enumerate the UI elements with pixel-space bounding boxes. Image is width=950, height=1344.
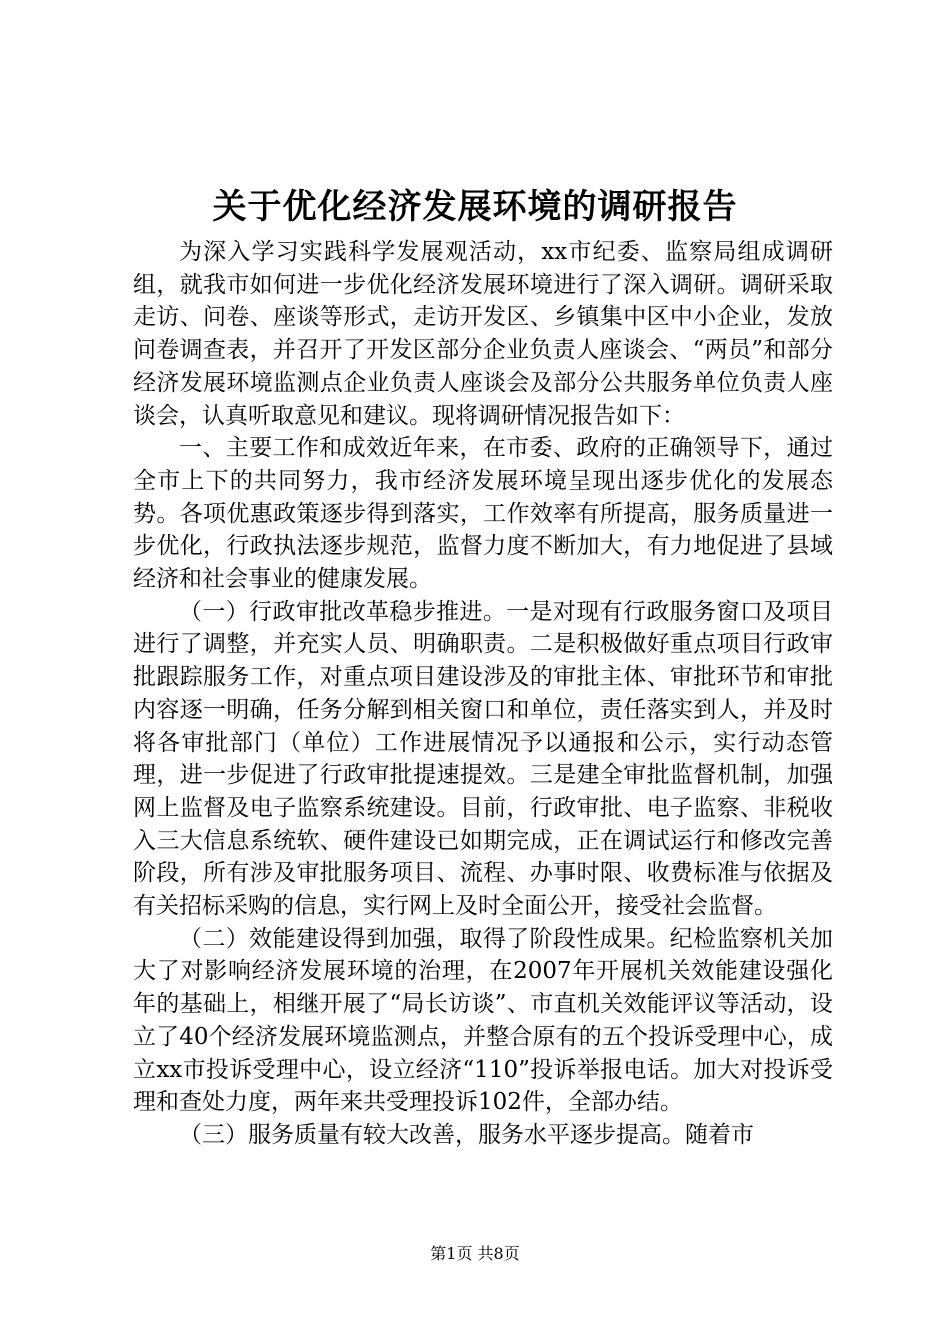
paragraph-subsection-1: （一）行政审批改革稳步推进。一是对现有行政服务窗口及项目进行了调整，并充实人员、明确职责。二是积极做好重点项目行政审批跟踪服务工作，对重点项目建设涉及的审批主体、审批环节和审批内容逐一明确，任务分解到相关窗口和单位，责任落实到人，并及时将各审批部门（单位）工作进展情况予以通报和公示，实行动态管理，进一步促进了行政审批提速提效。三是建全审批监督机制，加强网上监督及电子监察系统建设。目前，行政审批、电子监察、非税收入三大信息系统软、硬件建设已如期完成，正在调试运行和修改完善阶段，所有涉及审批服务项目、流程、办事时限、收费标准与依据及有关招标采购的信息，实行网上及时全面公开，接受社会监督。 [133, 598, 833, 920]
page-footer: 第1页 共8页 [430, 1244, 520, 1263]
paragraph-section-1: 一、主要工作和成效近年来，在市委、政府的正确领导下，通过全市上下的共同努力，我市经济发展环境呈现出逐步优化的发展态势。各项优惠政策逐步得到落实，工作效率有所提高，服务质量进一步优化，行政执法逐步规范，监督力度不断加大，有力地促进了县域经济和社会事业的健康发展。 [133, 435, 833, 593]
paragraph-subsection-3: （三）服务质量有较大改善，服务水平逐步提高。随着市 [179, 1121, 754, 1148]
document-title: 关于优化经济发展环境的调研报告 [212, 187, 738, 227]
document-body [133, 236, 833, 1152]
paragraph-intro: 为深入学习实践科学发展观活动，xx市纪委、监察局组成调研组，就我市如何进一步优化经济发展环境进行了深入调研。调研采取走访、问卷、座谈等形式，走访开发区、乡镇集中区中小企业，发放问卷调查表，并召开了开发区部分企业负责人座谈会、“两员”和部分经济发展环境监测点企业负责人座谈会及部分公共服务单位负责人座谈会，认真听取意见和建议。现将调研情况报告如下： [133, 239, 833, 429]
paragraph-subsection-2: （二）效能建设得到加强，取得了阶段性成果。纪检监察机关加大了对影响经济发展环境的治理，在2007年开展机关效能建设强化年的基础上，相继开展了“局长访谈”、市直机关效能评议等活动，设立了40个经济发展环境监测点，并整合原有的五个投诉受理中心，成立xx市投诉受理中心，设立经济“110”投诉举报电话。加大对投诉受理和查处力度，两年来共受理投诉102件，全部办结。 [133, 925, 833, 1116]
